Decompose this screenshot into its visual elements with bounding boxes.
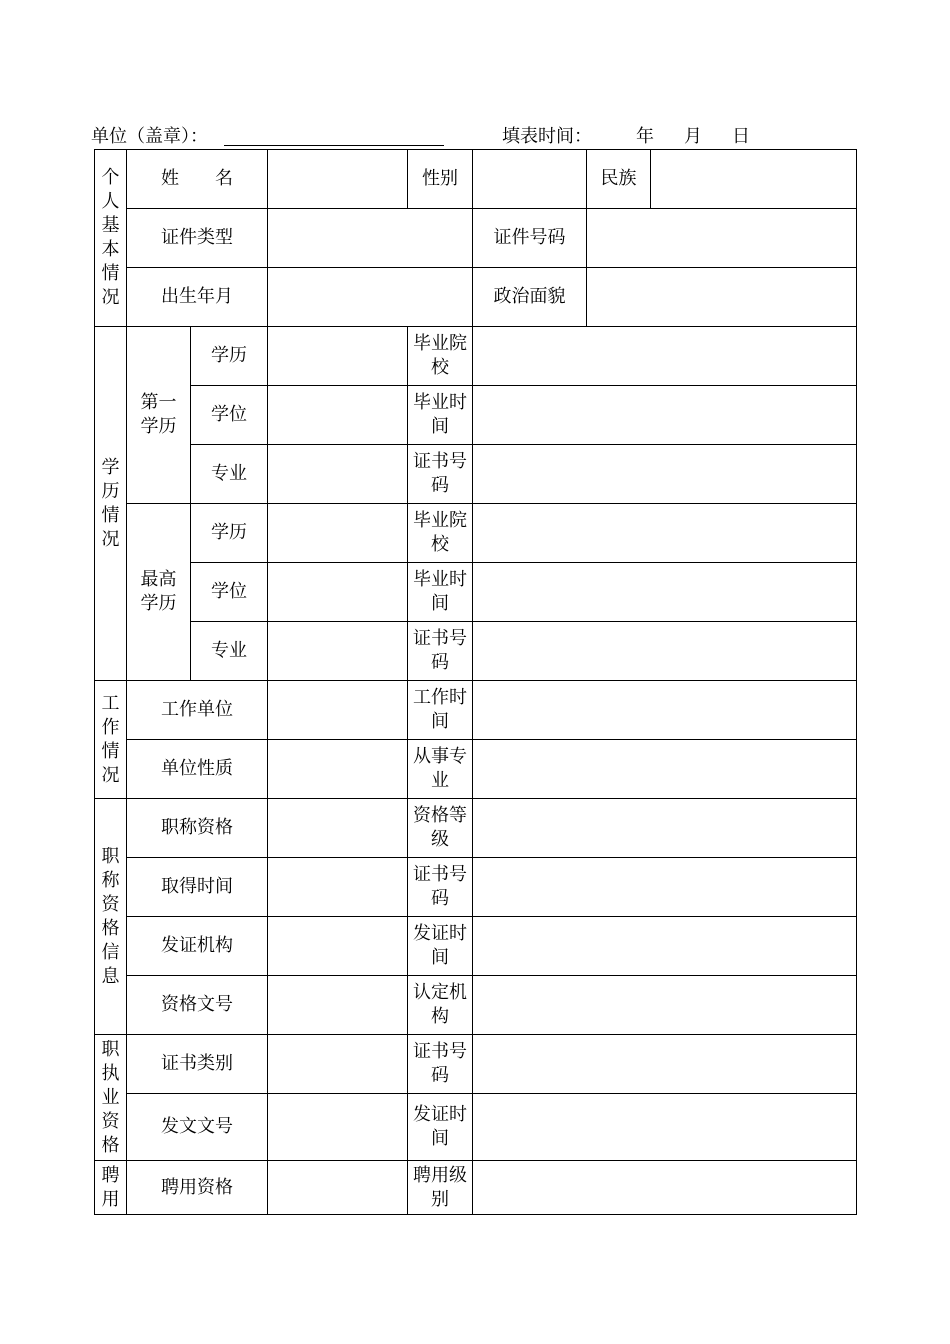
table-row — [95, 445, 857, 504]
title-level-label: 资格等级 — [408, 799, 473, 858]
highest-degree-label: 学位 — [191, 563, 268, 622]
work-time-label: 工作时间 — [408, 681, 473, 740]
title-cert-no-label: 证书号码 — [408, 858, 473, 917]
table-row — [95, 563, 857, 622]
table-row — [95, 268, 857, 327]
highest-school-field[interactable] — [473, 504, 857, 563]
day-label: 日 — [732, 126, 750, 147]
obtain-time-field[interactable] — [268, 858, 408, 917]
first-cert-no-field[interactable] — [473, 445, 857, 504]
birth-field[interactable] — [268, 268, 473, 327]
first-degree-field[interactable] — [268, 386, 408, 445]
table-row — [95, 209, 857, 268]
practice-cert-no-label: 证书号码 — [408, 1035, 473, 1094]
first-edu-level-field[interactable] — [268, 327, 408, 386]
cert-type-label: 证书类别 — [127, 1035, 268, 1094]
first-school-label: 毕业院校 — [408, 327, 473, 386]
section-hire: 聘用 — [95, 1161, 127, 1215]
highest-cert-no-field[interactable] — [473, 622, 857, 681]
specialty-field[interactable] — [473, 740, 857, 799]
authority-label: 认定机构 — [408, 976, 473, 1035]
political-label: 政治面貌 — [473, 268, 587, 327]
gender-label: 性别 — [408, 150, 473, 209]
table-row — [95, 799, 857, 858]
issuer-field[interactable] — [268, 917, 408, 976]
name-field[interactable] — [268, 150, 408, 209]
work-time-field[interactable] — [473, 681, 857, 740]
ethnicity-field[interactable] — [651, 150, 857, 209]
cert-type-field[interactable] — [268, 1035, 408, 1094]
first-school-field[interactable] — [473, 327, 857, 386]
table-row — [95, 976, 857, 1035]
highest-education-label: 最高学历 — [127, 504, 191, 681]
specialty-label: 从事专业 — [408, 740, 473, 799]
obtain-time-label: 取得时间 — [127, 858, 268, 917]
table-row — [95, 504, 857, 563]
employer-field[interactable] — [268, 681, 408, 740]
highest-cert-no-label: 证书号码 — [408, 622, 473, 681]
table-row — [95, 1035, 857, 1094]
highest-grad-time-label: 毕业时间 — [408, 563, 473, 622]
month-label: 月 — [684, 126, 702, 147]
section-practice-qualification: 职执业资格 — [95, 1035, 127, 1161]
highest-edu-level-field[interactable] — [268, 504, 408, 563]
political-field[interactable] — [587, 268, 857, 327]
unit-nature-label: 单位性质 — [127, 740, 268, 799]
hire-level-label: 聘用级别 — [408, 1161, 473, 1215]
year-label: 年 — [636, 126, 654, 147]
first-grad-time-field[interactable] — [473, 386, 857, 445]
section-title-qualification: 职称资格信息 — [95, 799, 127, 1035]
table-row — [95, 150, 857, 209]
issue-doc-no-field[interactable] — [268, 1094, 408, 1161]
name-label: 姓 名 — [127, 150, 268, 209]
title-qualification-field[interactable] — [268, 799, 408, 858]
first-edu-level-label: 学历 — [191, 327, 268, 386]
birth-label: 出生年月 — [127, 268, 268, 327]
fill-date-label: 填表时间： — [502, 126, 592, 147]
highest-grad-time-field[interactable] — [473, 563, 857, 622]
table-row — [95, 386, 857, 445]
unit-seal-input-line[interactable] — [224, 145, 444, 146]
title-cert-no-field[interactable] — [473, 858, 857, 917]
ethnicity-label: 民族 — [587, 150, 651, 209]
title-qualification-label: 职称资格 — [127, 799, 268, 858]
highest-school-label: 毕业院校 — [408, 504, 473, 563]
registration-form-table — [94, 149, 857, 1215]
gender-field[interactable] — [473, 150, 587, 209]
table-row — [95, 858, 857, 917]
practice-cert-no-field[interactable] — [473, 1035, 857, 1094]
title-level-field[interactable] — [473, 799, 857, 858]
table-row — [95, 622, 857, 681]
doc-no-label: 资格文号 — [127, 976, 268, 1035]
practice-issue-time-field[interactable] — [473, 1094, 857, 1161]
table-row — [95, 1161, 857, 1215]
table-row — [95, 917, 857, 976]
practice-issue-time-label: 发证时间 — [408, 1094, 473, 1161]
first-degree-label: 学位 — [191, 386, 268, 445]
first-education-label: 第一学历 — [127, 327, 191, 504]
hire-qualification-field[interactable] — [268, 1161, 408, 1215]
title-issue-time-label: 发证时间 — [408, 917, 473, 976]
form-header — [91, 124, 856, 150]
highest-edu-level-label: 学历 — [191, 504, 268, 563]
title-issue-time-field[interactable] — [473, 917, 857, 976]
first-cert-no-label: 证书号码 — [408, 445, 473, 504]
doc-no-field[interactable] — [268, 976, 408, 1035]
table-row — [95, 740, 857, 799]
unit-seal-label: 单位（盖章）： — [91, 126, 208, 147]
id-type-label: 证件类型 — [127, 209, 268, 268]
highest-major-field[interactable] — [268, 622, 408, 681]
id-type-field[interactable] — [268, 209, 473, 268]
hire-qualification-label: 聘用资格 — [127, 1161, 268, 1215]
employer-label: 工作单位 — [127, 681, 268, 740]
highest-major-label: 专业 — [191, 622, 268, 681]
unit-nature-field[interactable] — [268, 740, 408, 799]
section-personal: 个人基本情况 — [95, 150, 127, 327]
issue-doc-no-label: 发文文号 — [127, 1094, 268, 1161]
authority-field[interactable] — [473, 976, 857, 1035]
id-number-label: 证件号码 — [473, 209, 587, 268]
highest-degree-field[interactable] — [268, 563, 408, 622]
first-grad-time-label: 毕业时间 — [408, 386, 473, 445]
section-work: 工作情况 — [95, 681, 127, 799]
id-number-field[interactable] — [587, 209, 857, 268]
table-row — [95, 1094, 857, 1161]
issuer-label: 发证机构 — [127, 917, 268, 976]
first-major-label: 专业 — [191, 445, 268, 504]
table-row — [95, 327, 857, 386]
table-row — [95, 681, 857, 740]
hire-level-field[interactable] — [473, 1161, 857, 1215]
section-education: 学历情况 — [95, 327, 127, 681]
first-major-field[interactable] — [268, 445, 408, 504]
